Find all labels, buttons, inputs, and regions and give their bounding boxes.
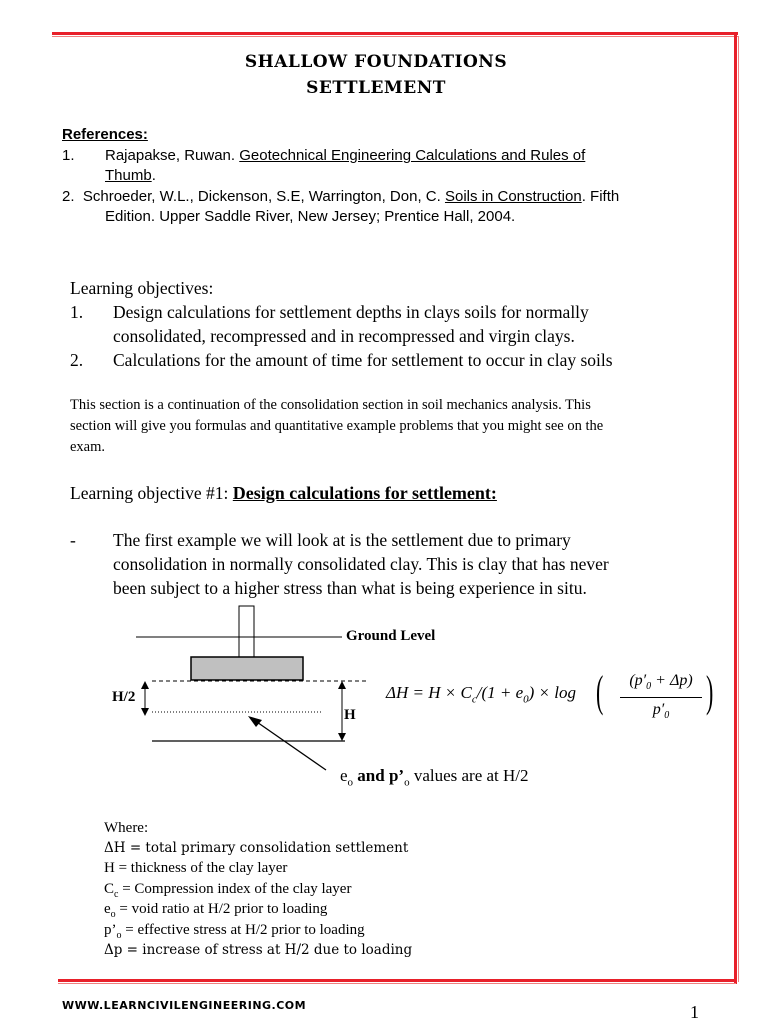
intro-line1: This section is a continuation of the consolidation section in soil mechanics analysis. This	[70, 397, 591, 413]
where-cc: $C_c$ = Compression index of the clay layer	[104, 881, 352, 900]
page-title: SHALLOW FOUNDATIONS	[244, 52, 508, 72]
column-stub	[239, 606, 254, 657]
bullet-line1: The first example we will look at is the settlement due to primary	[113, 530, 571, 550]
equation-denominator: $p'_0$	[652, 701, 670, 722]
h-arrow-up	[338, 681, 346, 689]
h2-arrow-down	[141, 708, 149, 716]
where-delta-p: Δp = increase of stress at H/2 due to loading	[104, 942, 413, 958]
objective-1-section-heading: Learning objective #1: Design calculations for settlement:	[70, 483, 497, 503]
reference-1-num: 1.	[62, 147, 75, 164]
where-eo: $e_o$ = void ratio at H/2 prior to loading	[104, 901, 328, 920]
where-heading: Where:	[104, 820, 149, 836]
equation-left-paren: (	[596, 667, 604, 716]
reference-1-line2: Thumb.	[105, 167, 156, 184]
h-label: H	[344, 707, 356, 723]
objective-1-section-title: Design calculations for settlement:	[232, 483, 497, 503]
intro-line2: section will give you formulas and quantitative example problems that you might see on the	[70, 418, 604, 434]
h-arrow-down	[338, 733, 346, 741]
pointer-arrow-line	[254, 720, 326, 770]
reference-2-line2: Edition. Upper Saddle River, New Jersey; Prentice Hall, 2004.	[105, 208, 516, 225]
where-delta-h: ΔH = total primary consolidation settlement	[104, 840, 409, 856]
page-subtitle: SETTLEMENT	[306, 78, 446, 98]
settlement-equation: $\Delta H = H \times C_c/(1 + e_0) \times \log$	[386, 683, 576, 706]
page-number: 1	[690, 1002, 699, 1022]
equation-fraction-bar	[620, 697, 702, 698]
intro-line3: exam.	[70, 439, 106, 455]
reference-1: Rajapakse, Ruwan. Geotechnical Engineering Calculations and Rules of	[105, 147, 586, 164]
bullet-line3: been subject to a higher stress than what is being experience in situ.	[113, 578, 587, 598]
objective-2-line1: Calculations for the amount of time for settlement to occur in clay soils	[113, 350, 613, 370]
h2-label: H/2	[112, 689, 136, 705]
where-h: H = thickness of the clay layer	[104, 860, 288, 876]
reference-2-book-title: Soils in Construction	[444, 188, 582, 205]
h2-arrow-up	[141, 681, 149, 689]
bullet-dash: -	[70, 530, 76, 550]
equation-right-paren: )	[706, 667, 714, 716]
objective-2-num: 2.	[70, 350, 84, 370]
objective-1-num: 1.	[70, 302, 84, 322]
footer-website: WWW.LEARNCIVILENGINEERING.COM	[62, 999, 307, 1012]
ground-level-label: Ground Level	[346, 628, 436, 644]
footing	[191, 657, 303, 680]
objective-1-line1: Design calculations for settlement depths in clays soils for normally	[113, 302, 589, 322]
pointer-arrow-head	[248, 716, 262, 727]
reference-2: 2. Schroeder, W.L., Dickenson, S.E, Warrington, Don, C. Soils in Construction. Fifth	[62, 188, 620, 205]
references-heading: References:	[62, 126, 148, 143]
bullet-line2: consolidation in normally consolidated clay. This is clay that has never	[113, 554, 609, 574]
equation-numerator: $(p'_0 + \Delta p)$	[629, 672, 693, 693]
objective-1-line2: consolidated, recompressed and in recompressed and virgin clays.	[113, 326, 575, 346]
where-po: $p’_o$ = effective stress at H/2 prior to loading	[104, 922, 365, 941]
reference-1-book-title: Geotechnical Engineering Calculations and Rules of	[239, 147, 586, 164]
diagram-note: $e_o$ and $p’_o$ values are at H/2	[340, 766, 529, 789]
objectives-heading: Learning objectives:	[70, 278, 214, 298]
